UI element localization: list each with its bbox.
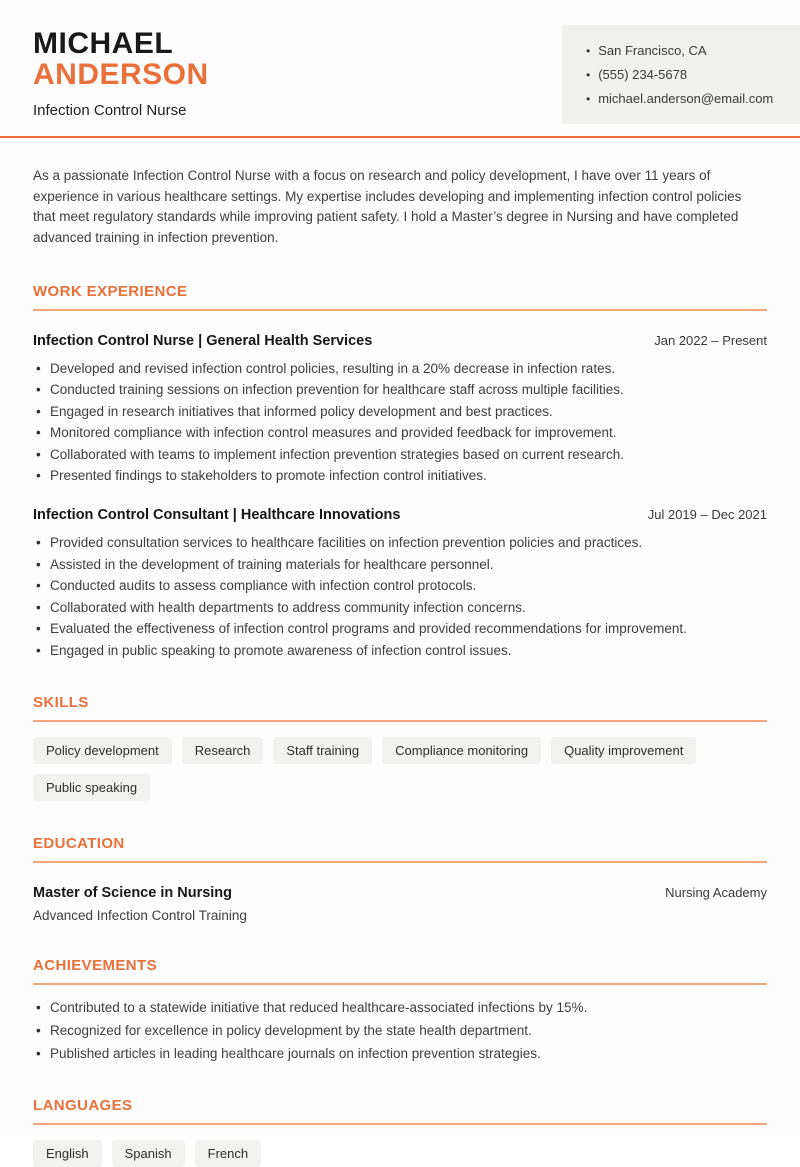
bullet-item: • Recognized for excellence in policy development by the state health department. <box>33 1022 767 1040</box>
contact-phone-text: (555) 234-5678 <box>598 67 688 82</box>
section-work-experience <box>33 283 767 660</box>
languages-heading: LANGUAGES <box>33 1097 767 1125</box>
contact-location-text: San Francisco, CA <box>598 43 707 58</box>
bullet-item: • Presented findings to stakeholders to promote infection control initiatives. <box>33 467 767 485</box>
languages-tag-list <box>33 1140 767 1167</box>
resume-header <box>0 0 800 136</box>
bullet-icon: • <box>586 92 591 106</box>
skill-tag: Public speaking <box>33 774 150 801</box>
education-detail: Advanced Infection Control Training <box>33 907 247 923</box>
bullet-item: • Evaluated the effectiveness of infection control programs and provided recommendations for improvement. <box>33 620 767 638</box>
language-tag: English <box>33 1140 102 1167</box>
job-header <box>33 333 767 349</box>
job-title: Infection Control Consultant | Healthcare Innovations <box>33 507 401 524</box>
job-entry <box>33 333 767 486</box>
job-dates: Jan 2022 – Present <box>654 332 767 348</box>
bullet-item: • Assisted in the development of training materials for healthcare personnel. <box>33 556 767 574</box>
bullet-item: • Collaborated with teams to implement infection prevention strategies based on current research. <box>33 446 767 464</box>
bullet-item: • Published articles in leading healthcare journals on infection prevention strategies. <box>33 1045 767 1063</box>
contact-location <box>586 42 784 60</box>
skills-tag-list <box>33 737 767 801</box>
skill-tag: Research <box>182 737 264 764</box>
work-experience-heading: WORK EXPERIENCE <box>33 283 767 311</box>
education-heading: EDUCATION <box>33 835 767 863</box>
job-bullet-list <box>33 534 767 660</box>
job-dates: Jul 2019 – Dec 2021 <box>647 507 767 523</box>
job-title: Infection Control Nurse | General Health Services <box>33 332 373 349</box>
achievements-bullet-list <box>33 999 767 1063</box>
education-entry-header <box>33 885 767 901</box>
job-bullet-list <box>33 360 767 486</box>
contact-email-text: michael.anderson@email.com <box>598 91 774 106</box>
bullet-item: • Conducted audits to assess compliance with infection control protocols. <box>33 577 767 595</box>
last-name: ANDERSON <box>33 58 209 91</box>
bullet-item: • Monitored compliance with infection control measures and provided feedback for improvement. <box>33 424 767 442</box>
first-name: MICHAEL <box>33 27 174 60</box>
language-tag: French <box>195 1140 261 1167</box>
section-languages <box>33 1097 767 1167</box>
education-degree: Master of Science in Nursing <box>33 884 233 901</box>
bullet-icon: • <box>586 44 591 58</box>
header-divider <box>0 136 800 138</box>
contact-phone <box>586 66 784 84</box>
skills-heading: SKILLS <box>33 694 767 722</box>
skill-tag: Staff training <box>273 737 372 764</box>
contact-email <box>586 90 784 108</box>
language-tag: Spanish <box>112 1140 185 1167</box>
bullet-icon: • <box>586 68 591 82</box>
skill-tag: Policy development <box>33 737 172 764</box>
job-title-tagline: Infection Control Nurse <box>33 102 187 119</box>
achievements-heading: ACHIEVEMENTS <box>33 957 767 985</box>
bullet-item: • Provided consultation services to healthcare facilities on infection prevention policies and practices. <box>33 534 767 552</box>
education-school: Nursing Academy <box>665 884 767 900</box>
bullet-item: • Conducted training sessions on infection prevention for healthcare staff across multiple facilities. <box>33 381 767 399</box>
bullet-item: • Developed and revised infection control policies, resulting in a 20% decrease in infection rates. <box>33 360 767 378</box>
skill-tag: Quality improvement <box>551 737 696 764</box>
bullet-item: • Engaged in public speaking to promote awareness of infection control issues. <box>33 642 767 660</box>
bullet-item: • Contributed to a statewide initiative that reduced healthcare-associated infections by 15%. <box>33 999 767 1017</box>
job-header <box>33 507 767 523</box>
bullet-item: • Collaborated with health departments to address community infection concerns. <box>33 599 767 617</box>
section-education <box>33 835 767 923</box>
section-achievements <box>33 957 767 1063</box>
contact-card <box>562 25 800 124</box>
summary-text: As a passionate Infection Control Nurse with a focus on research and policy development, I have over 11 years of experience in various healthcare settings. My expertise includes developing and implementing infection control policies that meet regulatory standards while improving patient safety. I hold a Master’s degree in Nursing and have completed advanced training in infection prevention. <box>33 168 742 246</box>
section-skills <box>33 694 767 801</box>
skill-tag: Compliance monitoring <box>382 737 541 764</box>
bullet-item: • Engaged in research initiatives that informed policy development and best practices. <box>33 403 767 421</box>
job-entry <box>33 507 767 660</box>
resume-body <box>0 166 800 1167</box>
